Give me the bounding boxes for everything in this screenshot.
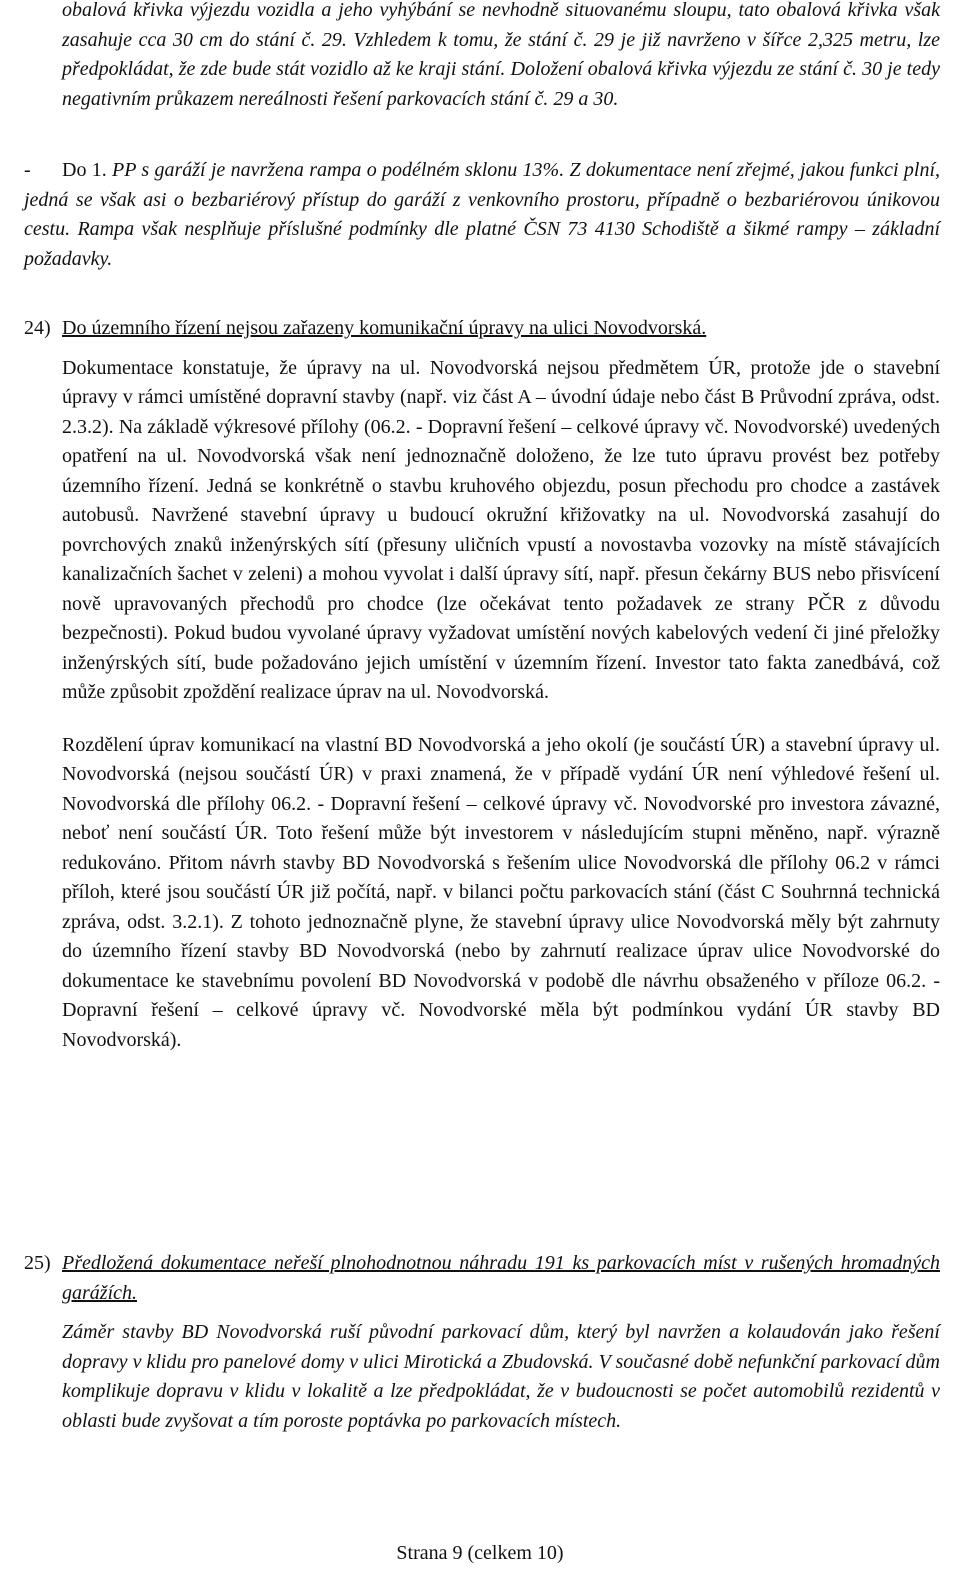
ramp-start: Do 1.: [62, 159, 107, 181]
item-24-number: 24): [24, 317, 51, 339]
ramp-dash: -: [24, 159, 31, 181]
item-24-heading: Do územního řízení nejsou zařazeny komunikační úpravy na ulici Novodvorská.: [62, 317, 707, 339]
item-24-heading-row: [24, 314, 940, 344]
item-25-heading: Předložená dokumentace neřeší plnohodnotnou náhradu 191 ks parkovacích míst v rušených hromadných garážích.: [62, 1252, 940, 1304]
item-25-number: 25): [24, 1252, 51, 1274]
item-25: [24, 1249, 940, 1436]
item-25-heading-row: [24, 1249, 940, 1308]
item-24: [24, 314, 940, 1055]
intro-paragraph: obalová křivka výjezdu vozidla a jeho vyhýbání se nevhodně situovanému sloupu, tato obalová křivka však zasahuje cca 30 cm do stání č. 29. Vzhledem k tomu, že stání č. 29 je již navrženo v šířce 2,325 metru, lze předpokládat, že zde bude stát vozidlo až ke kraji stání. Doložení obalová křivka výjezdu ze stání č. 30 je tedy negativním průkazem nereálnosti řešení parkovacích stání č. 29 a 30.: [62, 0, 940, 110]
ramp-paragraph: [24, 156, 940, 274]
item-25-paragraph-1: Záměr stavby BD Novodvorská ruší původní parkovací dům, který byl navržen a kolaudován jako řešení dopravy v klidu pro panelové domy v ulici Mirotická a Zbudovská. V současné době nefunkční parkovací dům komplikuje dopravu v klidu v lokalitě a lze předpokládat, že v budoucnosti se počet automobilů rezidentů v oblasti bude zvyšovat a tím poroste poptávka po parkovacích místech.: [62, 1321, 940, 1432]
item-24-paragraph-1: Dokumentace konstatuje, že úpravy na ul. Novodvorská nejsou předmětem ÚR, protože jde o stavební úpravy v rámci umístěné dopravní stavby (např. viz část A – úvodní údaje nebo část B Průvodní zpráva, odst. 2.3.2). Na základě výkresové přílohy (06.2. - Dopravní řešení – celkové úpravy vč. Novodvorské) uvedených opatření na ul. Novodvorská však není jednoznačně doloženo, že lze tuto úpravu provést bez potřeby územního řízení. Jedná se konkrétně o stavbu kruhového objezdu, posun přechodu pro chodce a zastávek autobusů. Navržené stavební úpravy u budoucí okružní křižovatky na ul. Novodvorská zasahují do povrchových znaků inženýrských sítí (přesuny uličních vpustí a novostavba vozovky na místě stávajících kanalizačních šachet v zeleni) a mohou vyvolat i další úpravy sítí, např. přesun čekárny BUS nebo přisvícení nově upravovaných přechodů pro chodce (lze očekávat tento požadavek ze strany PČR z důvodu bezpečnosti). Pokud budou vyvolané úpravy vyžadovat umístění nových kabelových vedení či jiné přeložky inženýrských sítí, bude požadováno jejich umístění v územním řízení. Investor tato fakta zanedbává, což může způsobit zpoždění realizace úprav na ul. Novodvorská.: [62, 356, 940, 703]
ramp-rest: PP s garáží je navržena rampa o podélném sklonu 13%. Z dokumentace není zřejmé, jakou funkci plní, jedná se však asi o bezbariérový přístup do garáží z venkovního prostoru, případně o bezbariérovou únikovou cestu. Rampa však nesplňuje příslušné podmínky dle platné ČSN 73 4130 Schodiště a šikmé rampy – základní požadavky.: [24, 159, 941, 270]
item-24-paragraph-2: Rozdělení úprav komunikací na vlastní BD Novodvorská a jeho okolí (je součástí ÚR) a stavební úpravy ul. Novodvorská (nejsou součástí ÚR) v praxi znamená, že v případě vydání ÚR není výhledové řešení ul. Novodvorská dle přílohy 06.2. - Dopravní řešení – celkové úpravy vč. Novodvorské pro investora závazné, neboť není součástí ÚR. Toto řešení může být investorem v následujícím stupni měněno, např. výrazně redukováno. Přitom návrh stavby BD Novodvorská s řešením ulice Novodvorská dle přílohy 06.2 v rámci příloh, které jsou součástí ÚR již počítá, např. v bilanci počtu parkovacích stání (část C Souhrnná technická zpráva, odst. 3.2.1). Z tohoto jednoznačně plyne, že stavební úpravy ulice Novodvorská měly být zahrnuty do územního řízení stavby BD Novodvorská (nebo by zahrnutí realizace úprav ulice Novodvorské do dokumentace ke stavebnímu povolení BD Novodvorská v podobě dle návrhu obsaženého v příloze 06.2. - Dopravní řešení – celkové úpravy vč. Novodvorské měla být podmínkou vydání ÚR stavby BD Novodvorská).: [62, 733, 940, 1051]
page-number-footer: Strana 9 (celkem 10): [396, 1542, 564, 1564]
